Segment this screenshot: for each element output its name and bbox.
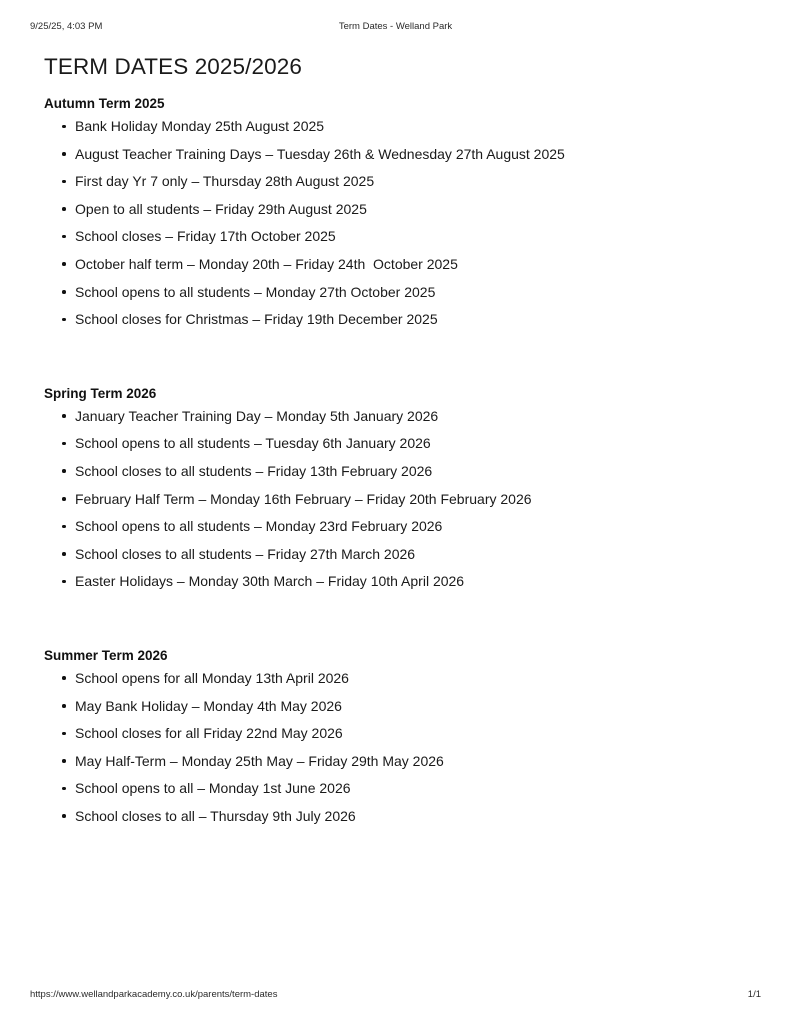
list-item: May Half-Term – Monday 25th May – Friday 29th May 2026 <box>44 752 747 770</box>
term-date-list <box>44 117 747 328</box>
list-item: School closes to all students – Friday 13th February 2026 <box>44 462 747 480</box>
page-title: TERM DATES 2025/2026 <box>44 54 302 79</box>
list-item: First day Yr 7 only – Thursday 28th August 2025 <box>44 172 747 190</box>
list-item: School closes – Friday 17th October 2025 <box>44 227 747 245</box>
list-item: School opens for all Monday 13th April 2026 <box>44 669 747 687</box>
list-item: January Teacher Training Day – Monday 5th January 2026 <box>44 407 747 425</box>
term-heading: Spring Term 2026 <box>44 385 157 401</box>
list-item: School opens to all students – Monday 23rd February 2026 <box>44 517 747 535</box>
term-date-list <box>44 669 747 825</box>
print-header-title: Term Dates - Welland Park <box>338 21 453 32</box>
list-item: School opens to all students – Monday 27th October 2025 <box>44 283 747 301</box>
list-item: Open to all students – Friday 29th August 2025 <box>44 200 747 218</box>
document-content <box>44 52 747 834</box>
print-header-timestamp: 9/25/25, 4:03 PM <box>30 21 103 32</box>
print-footer-url: https://www.wellandparkacademy.co.uk/parents/term-dates <box>30 989 278 1000</box>
print-header <box>0 19 791 35</box>
list-item: May Bank Holiday – Monday 4th May 2026 <box>44 697 747 715</box>
list-item: School opens to all – Monday 1st June 2026 <box>44 779 747 797</box>
list-item: School closes for all Friday 22nd May 2026 <box>44 724 747 742</box>
list-item: School closes for Christmas – Friday 19th December 2025 <box>44 310 747 328</box>
term-section <box>44 647 747 825</box>
section-spacer <box>44 338 747 385</box>
print-footer <box>0 988 791 1002</box>
print-footer-page-number: 1/1 <box>747 989 761 1000</box>
term-date-list <box>44 407 747 591</box>
term-section <box>44 385 747 591</box>
term-section <box>44 95 747 328</box>
list-item: School opens to all students – Tuesday 6th January 2026 <box>44 434 747 452</box>
list-item: February Half Term – Monday 16th February – Friday 20th February 2026 <box>44 490 747 508</box>
list-item: October half term – Monday 20th – Friday 24th October 2025 <box>44 255 747 273</box>
list-item: August Teacher Training Days – Tuesday 26th & Wednesday 27th August 2025 <box>44 145 747 163</box>
term-sections <box>44 95 747 825</box>
term-heading: Autumn Term 2025 <box>44 96 165 111</box>
list-item: Easter Holidays – Monday 30th March – Friday 10th April 2026 <box>44 572 747 590</box>
list-item: School closes to all – Thursday 9th July 2026 <box>44 807 747 825</box>
list-item: Bank Holiday Monday 25th August 2025 <box>44 117 747 135</box>
list-item: School closes to all students – Friday 27th March 2026 <box>44 545 747 563</box>
term-heading: Summer Term 2026 <box>44 647 168 663</box>
section-spacer <box>44 600 747 647</box>
